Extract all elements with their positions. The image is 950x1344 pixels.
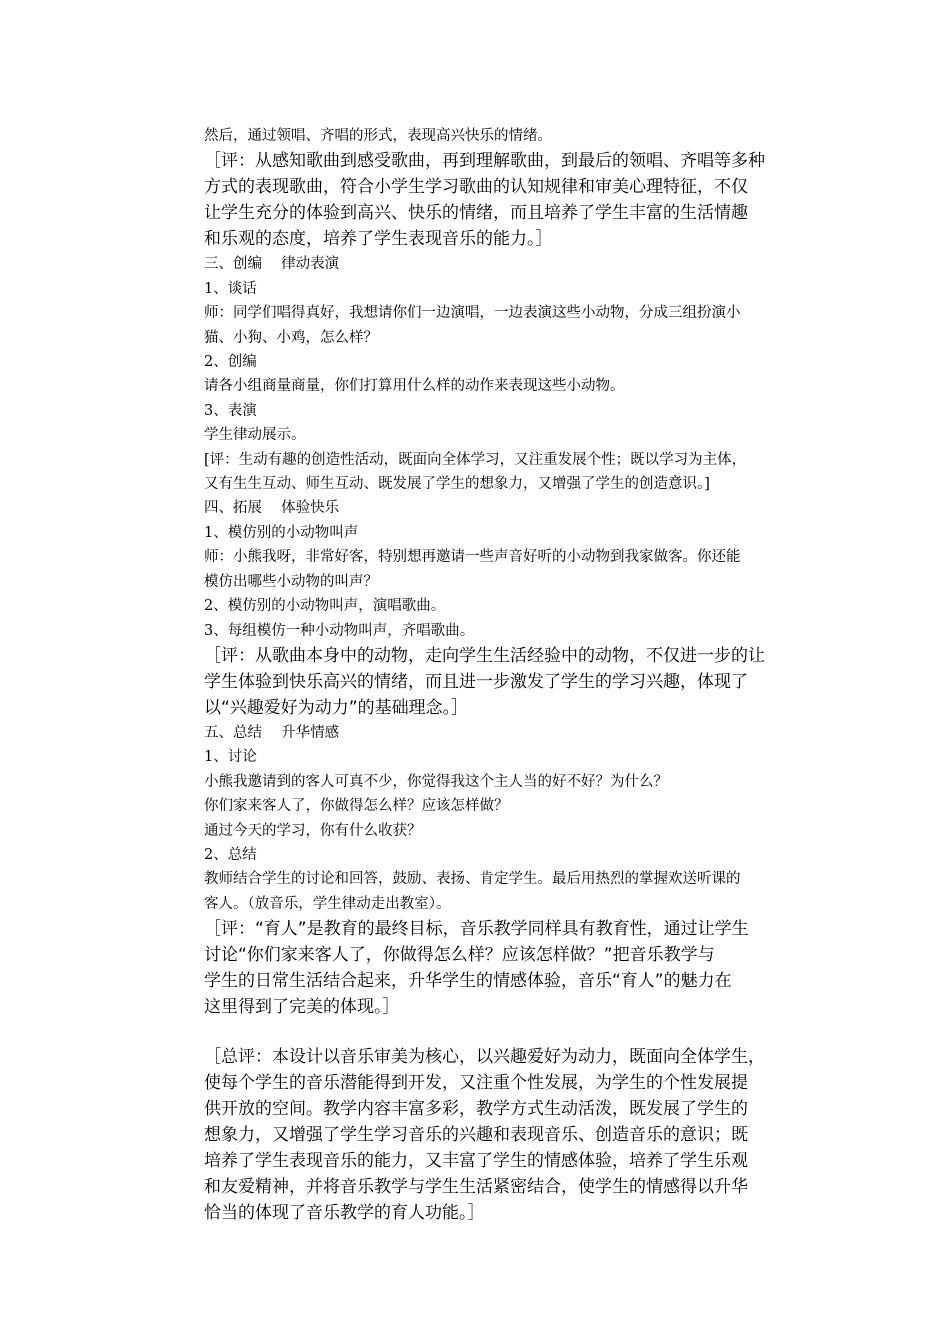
comment-text: 这里得到了完美的体现。］ (204, 997, 400, 1018)
summary-text: 和友爱精神，并将音乐教学与学生生活紧密结合，使学生的情感得以升华 (204, 1177, 748, 1198)
comment-text: [评：生动有趣的创造性活动，既面向全体学习，又注重发展个性；既以学习为主体， (204, 451, 747, 468)
section-heading: 五、总结 升华情感 (204, 724, 340, 741)
subsection-heading: 1、模仿别的小动物叫声 (204, 524, 359, 541)
body-text: 小熊我邀请到的客人可真不少，你觉得我这个主人当的好不好？为什么？ (204, 773, 668, 790)
body-text: 师：同学们唱得真好，我想请你们一边演唱，一边表演这些小动物，分成三组扮演小 (204, 305, 741, 322)
body-text: 猫、小狗、小鸡，怎么样？ (204, 329, 378, 346)
body-text: 师：小熊我呀，非常好客，特别想再邀请一些声音好听的小动物到我家做客。你还能 (204, 549, 741, 566)
body-text: 模仿出哪些小动物的叫声？ (204, 573, 378, 590)
summary-comment-block (204, 1044, 808, 1226)
body-text: 客人。（放音乐，学生律动走出教室）。 (204, 895, 451, 912)
summary-text: ［总评：本设计以音乐审美为核心，以兴趣爱好为动力，既面向全体学生， (204, 1047, 765, 1068)
comment-text: 和乐观的态度，培养了学生表现音乐的能力。］ (204, 229, 553, 250)
summary-text: 供开放的空间。教学内容丰富多彩，教学方式生动活泼，既发展了学生的 (204, 1099, 748, 1120)
comment-text: 学生的日常生活结合起来，升华学生的情感体验，音乐“育人”的魅力在 (204, 971, 732, 992)
subsection-heading: 3、每组模仿一种小动物叫声，齐唱歌曲。 (204, 622, 475, 639)
comment-block (204, 916, 808, 1020)
comment-text: 又有生生互动、师生互动、既发展了学生的想象力，又增强了学生的创造意识。] (204, 476, 710, 493)
body-text: 请各小组商量商量，你们打算用什么样的动作来表现这些小动物。 (204, 378, 625, 395)
summary-text: 恰当的体现了音乐教学的育人功能。］ (204, 1203, 485, 1224)
comment-text: 方式的表现歌曲，符合小学生学习歌曲的认知规律和审美心理特征，不仅 (204, 177, 748, 198)
summary-text: 培养了学生表现音乐的能力，又丰富了学生的情感体验，培养了学生乐观 (204, 1151, 748, 1172)
subsection-heading: 2、创编 (204, 354, 257, 371)
body-text: 然后，通过领唱、齐唱的形式，表现高兴快乐的情绪。 (204, 128, 552, 144)
comment-text: ［评：从感知歌曲到感受歌曲，再到理解歌曲，到最后的领唱、齐唱等多种 (204, 151, 765, 172)
comment-block (204, 643, 808, 721)
body-text: 通过今天的学习，你有什么收获？ (204, 822, 422, 839)
comment-text: 以“兴趣爱好为动力”的基础理念。］ (204, 697, 469, 718)
comment-text: 学生体验到快乐高兴的情绪，而且进一步激发了学生的学习兴趣，体现了 (204, 671, 748, 692)
subsection-heading: 2、模仿别的小动物叫声，演唱歌曲。 (204, 598, 446, 615)
document-page (204, 124, 808, 1226)
subsection-heading: 3、表演 (204, 402, 257, 419)
summary-text: 想象力，又增强了学生学习音乐的兴趣和表现音乐、创造音乐的意识；既 (204, 1125, 748, 1146)
subsection-heading: 2、总结 (204, 846, 257, 863)
section-heading: 四、拓展 体验快乐 (204, 500, 340, 517)
summary-text: 使每个学生的音乐潜能得到开发，又注重个性发展，为学生的个性发展提 (204, 1073, 748, 1094)
body-text: 你们家来客人了，你做得怎么样？应该怎样做？ (204, 798, 509, 815)
blank-line (204, 1020, 808, 1044)
comment-text: 讨论“你们家来客人了，你做得怎么样？应该怎样做？”把音乐教学与 (204, 945, 715, 966)
body-text: 教师结合学生的讨论和回答，鼓励、表扬、肯定学生。最后用热烈的掌握欢送听课的 (204, 871, 741, 888)
subsection-heading: 1、谈话 (204, 280, 257, 297)
subsection-heading: 1、讨论 (204, 749, 257, 766)
section-heading: 三、创编 律动表演 (204, 256, 340, 273)
body-text: 学生律动展示。 (204, 427, 306, 444)
comment-text: 让学生充分的体验到高兴、快乐的情绪，而且培养了学生丰富的生活情趣 (204, 203, 748, 224)
comment-block (204, 148, 808, 252)
comment-text: ［评：“育人”是教育的最终目标，音乐教学同样具有教育性，通过让学生 (204, 919, 749, 940)
comment-text: ［评：从歌曲本身中的动物，走向学生生活经验中的动物，不仅进一步的让 (204, 645, 765, 666)
